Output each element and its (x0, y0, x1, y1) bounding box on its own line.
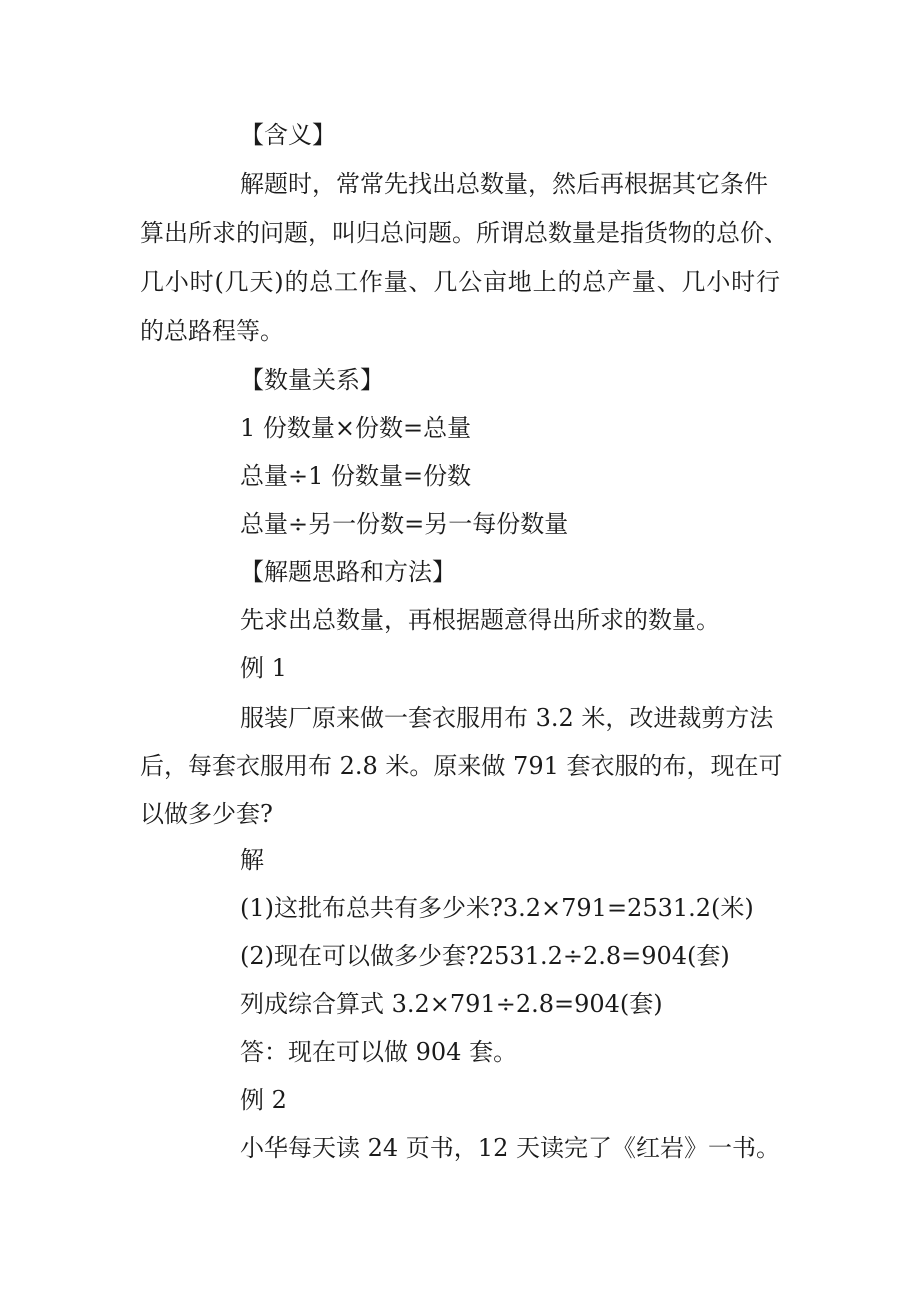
solution-label: 解 (240, 846, 264, 874)
meaning-para-line-3: 几小时(几天)的总工作量、几公亩地上的总产量、几小时行 (140, 268, 780, 296)
answer-line: 答：现在可以做 904 套。 (240, 1038, 518, 1066)
relation-line-2: 总量÷1 份数量=份数 (240, 462, 472, 490)
solution-step-1: (1)这批布总共有多少米?3.2×791=2531.2(米) (240, 894, 754, 922)
combined-formula: 列成综合算式 3.2×791÷2.8=904(套) (240, 990, 663, 1018)
relation-heading: 【数量关系】 (240, 366, 384, 394)
method-heading: 【解题思路和方法】 (240, 558, 456, 586)
meaning-para-line-2: 算出所求的问题，叫归总问题。所谓总数量是指货物的总价、 (140, 219, 788, 247)
relation-line-3: 总量÷另一份数=另一每份数量 (240, 510, 569, 538)
example1-line-2: 后，每套衣服用布 2.8 米。原来做 791 套衣服的布，现在可 (140, 752, 783, 780)
meaning-para-line-4: 的总路程等。 (140, 317, 284, 345)
example1-line-1: 服装厂原来做一套衣服用布 3.2 米，改进裁剪方法 (240, 704, 774, 732)
meaning-heading: 【含义】 (240, 121, 336, 149)
meaning-para-line-1: 解题时，常常先找出总数量，然后再根据其它条件 (240, 170, 768, 198)
solution-step-2: (2)现在可以做多少套?2531.2÷2.8=904(套) (240, 942, 730, 970)
relation-line-1: 1 份数量×份数=总量 (240, 414, 472, 442)
example1-line-3: 以做多少套? (140, 800, 273, 828)
example1-label: 例 1 (240, 654, 287, 682)
example2-label: 例 2 (240, 1086, 287, 1114)
method-text: 先求出总数量，再根据题意得出所求的数量。 (240, 606, 720, 634)
example2-line-1: 小华每天读 24 页书，12 天读完了《红岩》一书。 (240, 1134, 780, 1162)
